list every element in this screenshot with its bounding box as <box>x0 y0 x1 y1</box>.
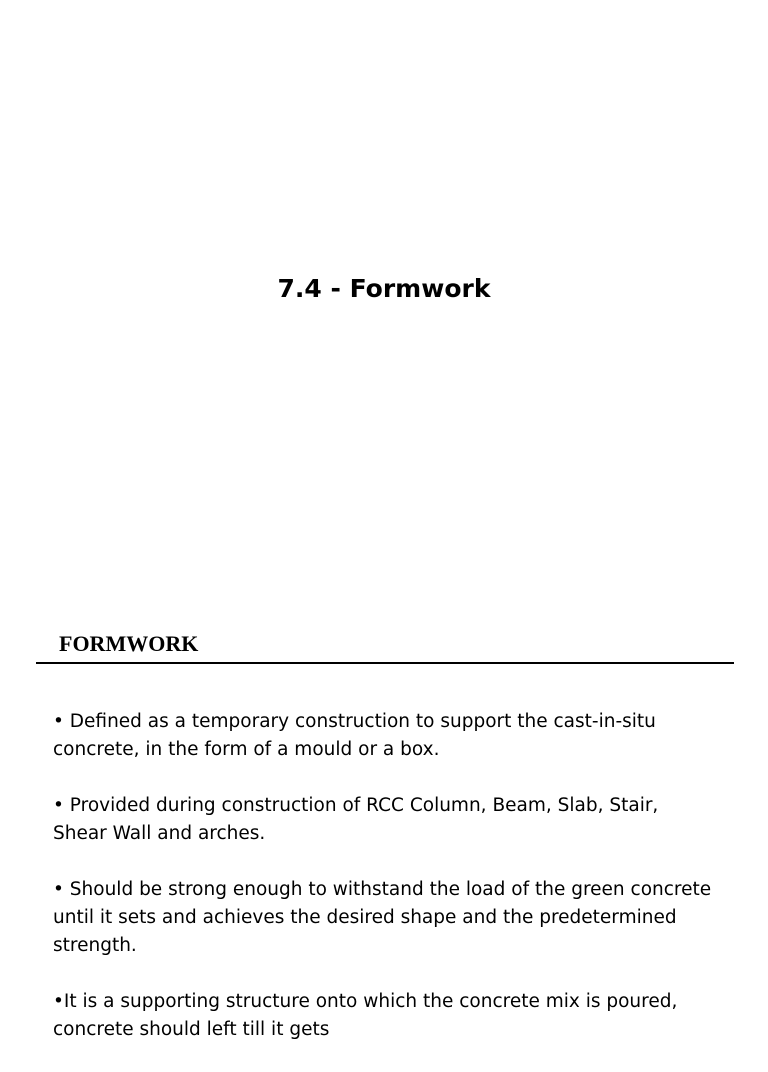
heading-divider <box>36 662 734 664</box>
section-heading: FORMWORK <box>59 631 199 656</box>
bullet-list <box>53 708 713 1072</box>
slide-title: 7.4 - Formwork <box>277 274 491 303</box>
bullet-item-strength: • Should be strong enough to withstand the load of the green concrete until it sets and achieves the desired shape and the predetermined strength. <box>53 879 712 956</box>
bullet-item-supporting-structure: •It is a supporting structure onto which the concrete mix is poured, concrete should left till it gets <box>53 991 678 1040</box>
bullet-item-provided: • Provided during construction of RCC Column, Beam, Slab, Stair, Shear Wall and arches. <box>53 795 659 844</box>
bullet-item-definition: • Defined as a temporary construction to support the cast-in-situ concrete, in the form of a mould or a box. <box>53 711 656 760</box>
